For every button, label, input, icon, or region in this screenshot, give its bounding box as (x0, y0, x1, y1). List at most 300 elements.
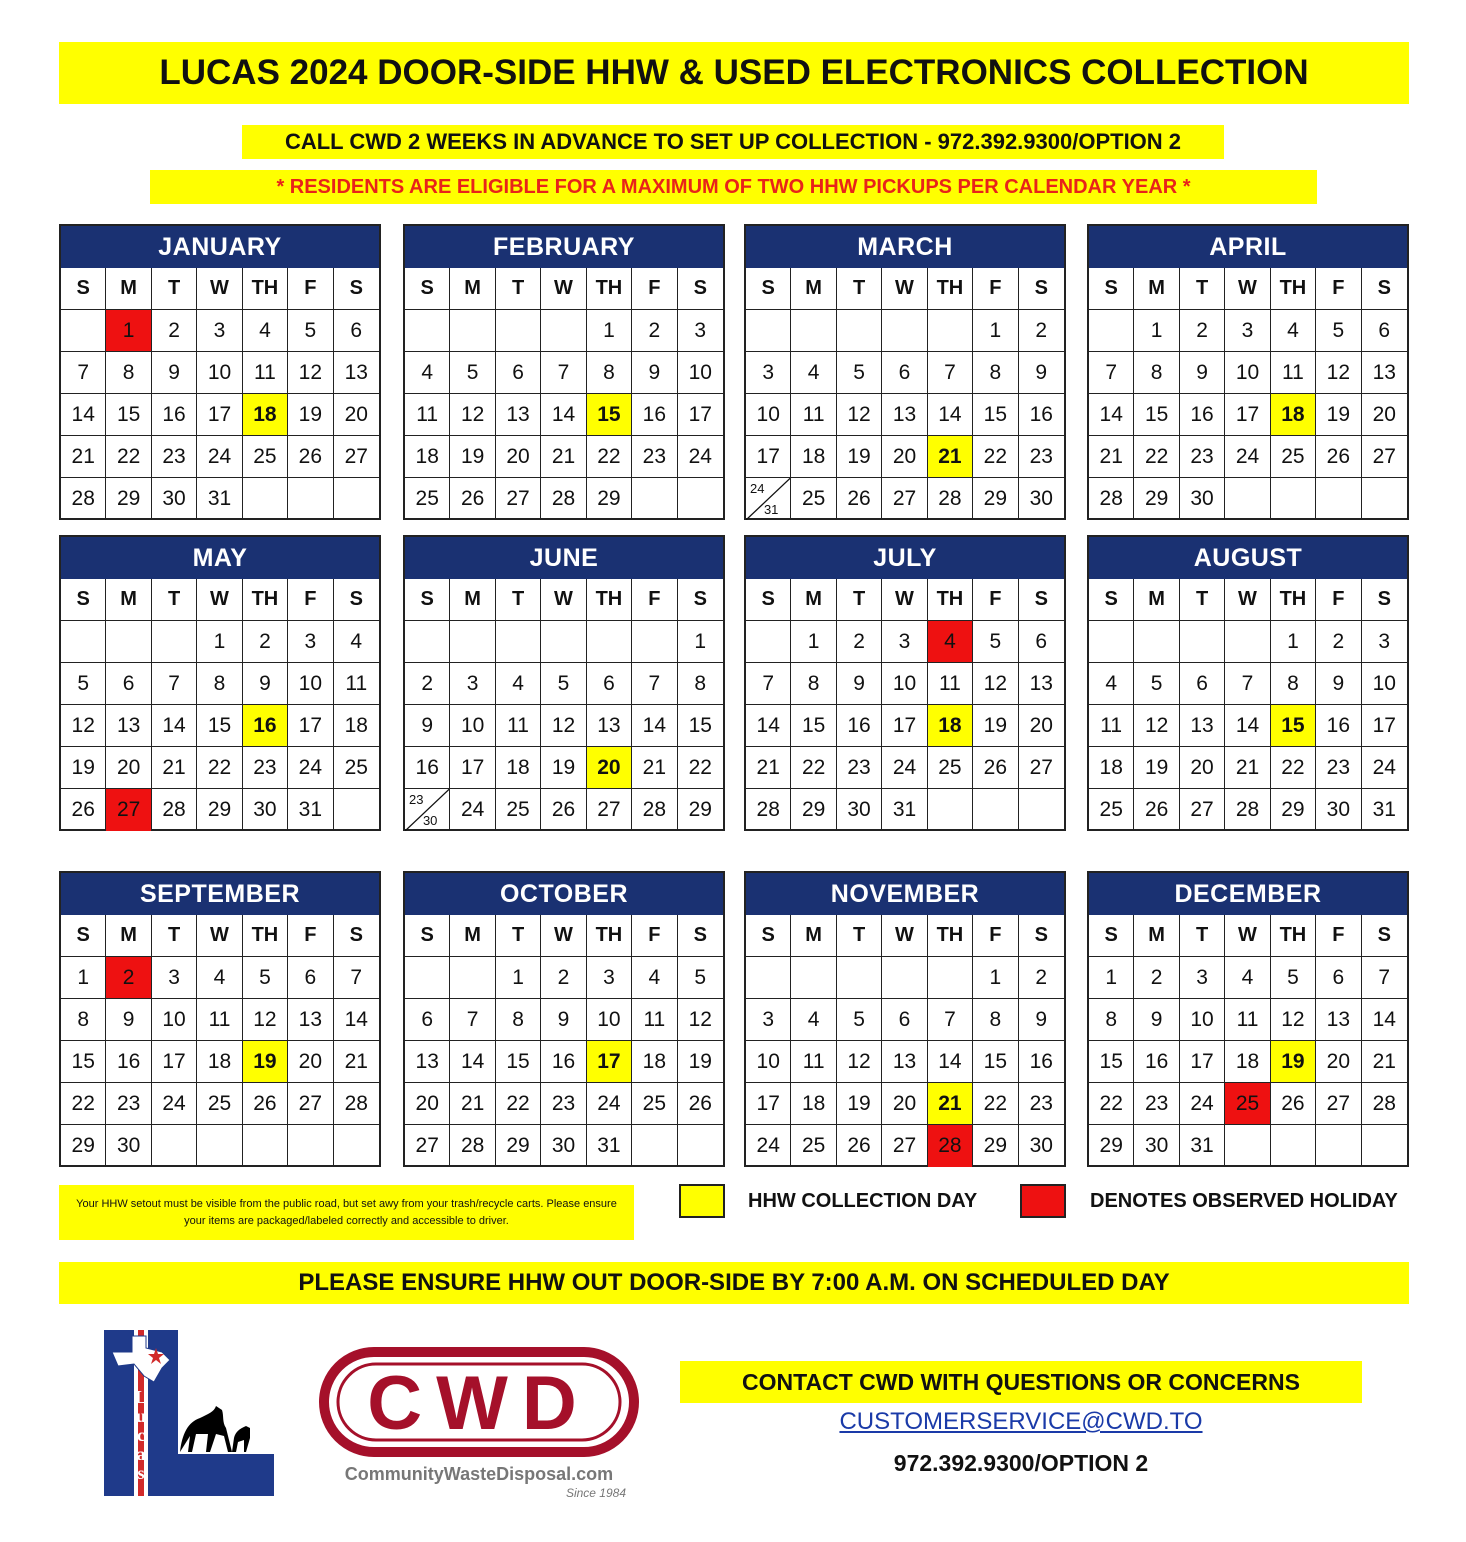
day-cell: 3 (882, 621, 927, 663)
day-cell: 23 (106, 1083, 151, 1125)
weekday-header: S (1089, 579, 1134, 621)
day-cell: 21 (746, 747, 791, 789)
month-july (744, 535, 1066, 831)
day-cell: 31 (1180, 1125, 1225, 1167)
day-cell: 30 (152, 478, 197, 520)
observed-holiday: 25 (1225, 1083, 1270, 1125)
day-cell: 20 (882, 1083, 927, 1125)
month-days-grid (61, 268, 379, 520)
month-title: FEBRUARY (405, 226, 723, 268)
empty-day-cell (61, 621, 106, 663)
day-cell: 10 (288, 663, 333, 705)
split-day-first: 23 (409, 792, 424, 807)
day-cell: 8 (1271, 663, 1316, 705)
weekday-header: TH (928, 915, 973, 957)
weekday-header: T (1180, 915, 1225, 957)
phone-number: 972.392.9300/OPTION 2 (893, 1450, 1149, 1476)
weekday-header: S (334, 915, 379, 957)
day-cell: 9 (1019, 999, 1064, 1041)
day-cell: 7 (1225, 663, 1270, 705)
day-cell: 1 (678, 621, 723, 663)
weekday-header: S (61, 268, 106, 310)
day-cell: 10 (678, 352, 723, 394)
day-cell: 12 (243, 999, 288, 1041)
empty-day-cell (1089, 621, 1134, 663)
day-cell: 1 (973, 310, 1018, 352)
empty-day-cell (928, 310, 973, 352)
day-cell: 16 (1019, 394, 1064, 436)
page-title: LUCAS 2024 DOOR-SIDE HHW & USED ELECTRONICS COLLECTION (59, 42, 1409, 104)
hhw-collection-day: 18 (928, 705, 973, 747)
day-cell: 30 (1029, 487, 1053, 510)
day-cell: 28 (1225, 789, 1270, 831)
day-cell: 6 (1180, 663, 1225, 705)
weekday-header: T (152, 268, 197, 310)
day-cell: 15 (678, 705, 723, 747)
day-cell: 24 (1225, 436, 1270, 478)
empty-day-cell (496, 310, 541, 352)
month-may (59, 535, 381, 831)
day-cell: 9 (1134, 999, 1179, 1041)
day-cell: 1 (197, 621, 242, 663)
weekday-header: T (837, 579, 882, 621)
day-cell: 16 (541, 1041, 586, 1083)
day-cell: 9 (1180, 352, 1225, 394)
day-cell: 6 (1362, 310, 1407, 352)
day-cell: 16 (632, 394, 677, 436)
day-cell: 14 (152, 705, 197, 747)
day-cell: 27 (882, 478, 927, 520)
day-cell: 28 (1362, 1083, 1407, 1125)
day-cell: 15 (973, 394, 1018, 436)
empty-day-cell (882, 957, 927, 999)
weekday-header: W (1225, 579, 1270, 621)
weekday-header: F (288, 579, 333, 621)
hhw-collection-day: 21 (928, 1083, 973, 1125)
day-cell: 17 (152, 1041, 197, 1083)
day-cell: 19 (1316, 394, 1361, 436)
weekday-header: TH (587, 579, 632, 621)
day-cell: 1 (61, 957, 106, 999)
day-cell: 12 (678, 999, 723, 1041)
day-cell: 20 (1019, 705, 1064, 747)
day-cell: 5 (973, 621, 1018, 663)
day-cell: 22 (496, 1083, 541, 1125)
month-title: JANUARY (61, 226, 379, 268)
day-cell: 14 (334, 999, 379, 1041)
day-cell: 19 (678, 1041, 723, 1083)
weekday-header: F (288, 268, 333, 310)
weekday-header: S (1362, 915, 1407, 957)
weekday-header: W (1225, 268, 1270, 310)
day-cell: 7 (61, 352, 106, 394)
weekday-header: M (106, 579, 151, 621)
holiday-legend-swatch (1020, 1184, 1066, 1218)
hhw-collection-day: 15 (587, 394, 632, 436)
day-cell: 17 (746, 436, 791, 478)
weekday-header: T (496, 268, 541, 310)
weekday-header: T (496, 579, 541, 621)
empty-day-cell (837, 310, 882, 352)
day-cell: 11 (928, 663, 973, 705)
weekday-header: F (973, 579, 1018, 621)
weekday-header: TH (1271, 915, 1316, 957)
setout-note: Your HHW setout must be visible from the public road, but set awy from your trash/recycle carts. Please ensure your items are packaged/labeled correctly and accessible to driver. (59, 1185, 634, 1240)
day-cell: 29 (973, 478, 1018, 520)
day-cell: 25 (496, 789, 541, 831)
month-days-grid (405, 268, 723, 520)
day-cell: 12 (1316, 352, 1361, 394)
day-cell: 8 (496, 999, 541, 1041)
day-cell: 21 (334, 1041, 379, 1083)
day-cell: 23 (541, 1083, 586, 1125)
day-cell: 2 (405, 663, 450, 705)
day-cell: 24 (882, 747, 927, 789)
month-november (744, 871, 1066, 1167)
month-days-grid (61, 579, 379, 831)
day-cell: 20 (405, 1083, 450, 1125)
day-cell: 30 (837, 789, 882, 831)
day-cell: 28 (632, 789, 677, 831)
month-march (744, 224, 1066, 520)
day-cell: 6 (106, 663, 151, 705)
empty-day-cell (746, 621, 791, 663)
month-title: AUGUST (1089, 537, 1407, 579)
weekday-header: TH (1271, 268, 1316, 310)
empty-day-cell (1271, 1125, 1316, 1167)
day-cell: 3 (1225, 310, 1270, 352)
day-cell: 29 (688, 798, 712, 821)
day-cell: 28 (928, 478, 973, 520)
hhw-legend-swatch (679, 1184, 725, 1218)
eligibility-notice: * RESIDENTS ARE ELIGIBLE FOR A MAXIMUM OF TWO HHW PICKUPS PER CALENDAR YEAR * (150, 170, 1317, 204)
day-cell: 4 (632, 957, 677, 999)
day-cell: 4 (1225, 957, 1270, 999)
day-cell: 31 (288, 789, 333, 831)
day-cell: 20 (288, 1041, 333, 1083)
day-cell: 4 (791, 352, 836, 394)
day-cell: 31 (1372, 798, 1396, 821)
empty-day-cell (334, 789, 379, 831)
day-cell: 4 (243, 310, 288, 352)
empty-day-cell (496, 621, 541, 663)
weekday-header: F (632, 268, 677, 310)
hhw-collection-day: 16 (243, 705, 288, 747)
day-cell: 9 (243, 663, 288, 705)
day-cell: 17 (678, 394, 723, 436)
day-cell: 31 (197, 478, 242, 520)
day-cell: 8 (973, 999, 1018, 1041)
day-cell: 6 (288, 957, 333, 999)
day-cell: 27 (1019, 747, 1064, 789)
day-cell: 3 (197, 310, 242, 352)
empty-day-cell (152, 621, 197, 663)
day-cell: 7 (928, 999, 973, 1041)
day-cell: 28 (541, 478, 586, 520)
day-cell: 7 (1362, 957, 1407, 999)
day-cell: 29 (106, 478, 151, 520)
empty-day-cell (928, 789, 973, 831)
empty-day-cell (1180, 621, 1225, 663)
empty-day-cell (882, 310, 927, 352)
day-cell: 15 (1134, 394, 1179, 436)
weekday-header: S (1362, 268, 1407, 310)
day-cell: 16 (1316, 705, 1361, 747)
month-october (403, 871, 725, 1167)
day-cell: 6 (405, 999, 450, 1041)
day-cell: 3 (678, 310, 723, 352)
day-cell: 30 (106, 1125, 151, 1167)
day-cell: 16 (1134, 1041, 1179, 1083)
day-cell: 9 (152, 352, 197, 394)
day-cell: 2 (1019, 310, 1064, 352)
day-cell: 9 (405, 705, 450, 747)
empty-day-cell (243, 1125, 288, 1167)
weekday-header: W (541, 915, 586, 957)
day-cell: 25 (334, 747, 379, 789)
day-cell: 18 (791, 1083, 836, 1125)
empty-day-cell (405, 957, 450, 999)
day-cell: 9 (541, 999, 586, 1041)
day-cell: 11 (632, 999, 677, 1041)
day-cell: 2 (1316, 621, 1361, 663)
day-cell: 16 (106, 1041, 151, 1083)
day-cell: 2 (837, 621, 882, 663)
day-cell: 18 (791, 436, 836, 478)
day-cell: 17 (746, 1083, 791, 1125)
weekday-header: S (61, 915, 106, 957)
empty-day-cell (1225, 478, 1270, 520)
empty-day-cell (334, 1125, 379, 1167)
holiday-legend-label: DENOTES OBSERVED HOLIDAY (1090, 1190, 1398, 1212)
cwd-logo (318, 1346, 640, 1510)
day-cell: 28 (746, 789, 791, 831)
day-cell: 5 (541, 663, 586, 705)
day-cell: 27 (496, 478, 541, 520)
day-cell: 6 (882, 352, 927, 394)
day-cell: 8 (587, 352, 632, 394)
day-cell: 16 (1019, 1041, 1064, 1083)
weekday-header: W (541, 579, 586, 621)
weekday-header: S (678, 915, 723, 957)
day-cell: 8 (106, 352, 151, 394)
month-april (1087, 224, 1409, 520)
day-cell: 26 (1134, 789, 1179, 831)
weekday-header: F (973, 915, 1018, 957)
day-cell: 6 (587, 663, 632, 705)
empty-day-cell (973, 789, 1018, 831)
month-title: JULY (746, 537, 1064, 579)
day-cell: 11 (1089, 705, 1134, 747)
day-cell: 19 (450, 436, 495, 478)
day-cell: 26 (243, 1083, 288, 1125)
weekday-header: W (882, 268, 927, 310)
split-day-second: 30 (422, 813, 438, 828)
day-cell: 24 (288, 747, 333, 789)
day-cell: 12 (288, 352, 333, 394)
split-day-first: 24 (750, 481, 765, 496)
empty-day-cell (928, 957, 973, 999)
day-cell: 23 (152, 436, 197, 478)
day-cell: 26 (837, 1125, 882, 1167)
empty-day-cell (632, 621, 677, 663)
weekday-header: S (334, 268, 379, 310)
day-cell: 9 (1316, 663, 1361, 705)
empty-day-cell (1316, 478, 1361, 520)
hhw-collection-day: 19 (243, 1041, 288, 1083)
month-title: DECEMBER (1089, 873, 1407, 915)
weekday-header: W (882, 915, 927, 957)
day-cell: 23 (632, 436, 677, 478)
weekday-header: M (791, 915, 836, 957)
day-cell: 12 (837, 394, 882, 436)
day-cell: 9 (106, 999, 151, 1041)
day-cell: 13 (334, 352, 379, 394)
day-cell: 21 (450, 1083, 495, 1125)
day-cell: 11 (405, 394, 450, 436)
weekday-header: S (678, 268, 723, 310)
day-cell: 22 (973, 1083, 1018, 1125)
weekday-header: S (1089, 915, 1134, 957)
day-cell: 15 (1089, 1041, 1134, 1083)
day-cell: 12 (1134, 705, 1179, 747)
weekday-header: TH (243, 915, 288, 957)
split-day-cell (405, 789, 450, 831)
day-cell: 5 (1271, 957, 1316, 999)
day-cell: 9 (837, 663, 882, 705)
day-cell: 29 (1271, 789, 1316, 831)
day-cell: 3 (746, 352, 791, 394)
day-cell: 4 (1271, 310, 1316, 352)
weekday-header: TH (243, 579, 288, 621)
day-cell: 3 (288, 621, 333, 663)
empty-day-cell (288, 478, 333, 520)
weekday-header: T (152, 915, 197, 957)
day-cell: 11 (791, 1041, 836, 1083)
day-cell: 25 (928, 747, 973, 789)
day-cell: 10 (746, 1041, 791, 1083)
day-cell: 3 (1362, 621, 1407, 663)
day-cell: 11 (197, 999, 242, 1041)
day-cell: 14 (1089, 394, 1134, 436)
day-cell: 14 (928, 1041, 973, 1083)
day-cell: 19 (61, 747, 106, 789)
day-cell: 30 (541, 1125, 586, 1167)
day-cell: 2 (1180, 310, 1225, 352)
day-cell: 30 (1316, 789, 1361, 831)
day-cell: 21 (61, 436, 106, 478)
email-link[interactable]: CUSTOMERSERVICE@CWD.TO (839, 1408, 1203, 1435)
day-cell: 30 (243, 789, 288, 831)
day-cell: 26 (973, 747, 1018, 789)
day-cell: 6 (334, 310, 379, 352)
day-cell: 22 (1089, 1083, 1134, 1125)
month-title: APRIL (1089, 226, 1407, 268)
day-cell: 23 (1019, 1083, 1064, 1125)
day-cell: 4 (791, 999, 836, 1041)
day-cell: 2 (541, 957, 586, 999)
month-days-grid (746, 579, 1064, 831)
month-january (59, 224, 381, 520)
empty-day-cell (632, 478, 677, 520)
day-cell: 7 (746, 663, 791, 705)
day-cell: 10 (587, 999, 632, 1041)
empty-day-cell (791, 310, 836, 352)
day-cell: 19 (1134, 747, 1179, 789)
day-cell: 23 (243, 747, 288, 789)
day-cell: 15 (106, 394, 151, 436)
empty-day-cell (288, 1125, 333, 1167)
weekday-header: W (541, 268, 586, 310)
day-cell: 8 (1134, 352, 1179, 394)
day-cell: 19 (837, 1083, 882, 1125)
day-cell: 27 (405, 1125, 450, 1167)
day-cell: 22 (587, 436, 632, 478)
day-cell: 11 (1225, 999, 1270, 1041)
weekday-header: S (405, 268, 450, 310)
day-cell: 2 (632, 310, 677, 352)
day-cell: 1 (973, 957, 1018, 999)
day-cell: 4 (405, 352, 450, 394)
weekday-header: M (106, 915, 151, 957)
month-days-grid (405, 579, 723, 831)
day-cell: 12 (973, 663, 1018, 705)
month-june (403, 535, 725, 831)
day-cell: 3 (152, 957, 197, 999)
day-cell: 17 (197, 394, 242, 436)
day-cell: 21 (152, 747, 197, 789)
day-cell: 13 (106, 705, 151, 747)
month-title: MAY (61, 537, 379, 579)
day-cell: 18 (197, 1041, 242, 1083)
day-cell: 26 (1316, 436, 1361, 478)
weekday-header: W (882, 579, 927, 621)
day-cell: 1 (1271, 621, 1316, 663)
day-cell: 5 (288, 310, 333, 352)
day-cell: 2 (1134, 957, 1179, 999)
day-cell: 26 (1271, 1083, 1316, 1125)
day-cell: 17 (450, 747, 495, 789)
day-cell: 5 (1316, 310, 1361, 352)
day-cell: 23 (1019, 436, 1064, 478)
day-cell: 24 (678, 436, 723, 478)
day-cell: 8 (973, 352, 1018, 394)
weekday-header: TH (928, 579, 973, 621)
day-cell: 29 (1134, 478, 1179, 520)
weekday-header: F (1316, 579, 1361, 621)
empty-day-cell (1271, 478, 1316, 520)
empty-day-cell (450, 957, 495, 999)
day-cell: 15 (973, 1041, 1018, 1083)
weekday-header: W (197, 268, 242, 310)
weekday-header: S (1019, 579, 1064, 621)
day-cell: 15 (791, 705, 836, 747)
day-cell: 10 (152, 999, 197, 1041)
day-cell: 10 (450, 705, 495, 747)
day-cell: 12 (837, 1041, 882, 1083)
day-cell: 13 (405, 1041, 450, 1083)
day-cell: 24 (197, 436, 242, 478)
day-cell: 4 (197, 957, 242, 999)
day-cell: 8 (678, 663, 723, 705)
day-cell: 17 (1362, 705, 1407, 747)
day-cell: 17 (1180, 1041, 1225, 1083)
day-cell: 18 (632, 1041, 677, 1083)
day-cell: 20 (1180, 747, 1225, 789)
weekday-header: T (1180, 268, 1225, 310)
day-cell: 17 (1225, 394, 1270, 436)
day-cell: 5 (61, 663, 106, 705)
